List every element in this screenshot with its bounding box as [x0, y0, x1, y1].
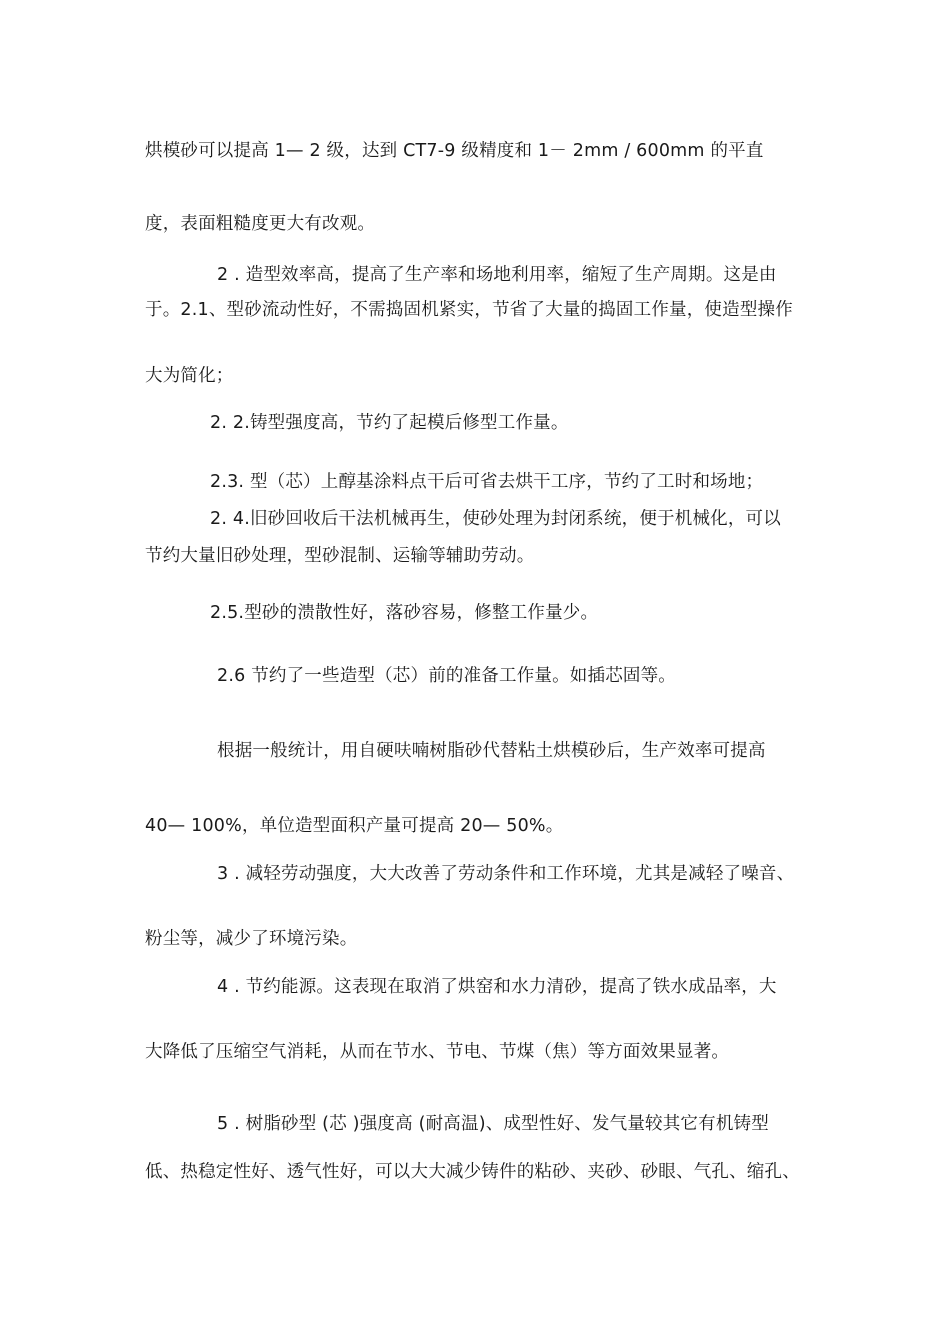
text-line: 度，表面粗糙度更大有改观。	[145, 214, 376, 234]
text-line: 3 . 减轻劳动强度，大大改善了劳动条件和工作环境，尤其是减轻了噪音、	[217, 864, 795, 884]
text-line: 2.6 节约了一些造型（芯）前的准备工作量。如插芯固等。	[217, 666, 676, 686]
text-line: 2.3. 型（芯）上醇基涂料点干后可省去烘干工序，节约了工时和场地；	[210, 472, 764, 492]
text-line: 4 . 节约能源。这表现在取消了烘窑和水力清砂，提高了铁水成品率，大	[217, 977, 777, 997]
text-line: 于。2.1、型砂流动性好，不需捣固机紧实，节省了大量的捣固工作量，使造型操作	[145, 300, 793, 320]
text-line: 节约大量旧砂处理，型砂混制、运输等辅助劳动。	[145, 546, 535, 566]
text-line: 粉尘等，减少了环境污染。	[145, 929, 358, 949]
text-line: 2. 2.铸型强度高，节约了起模后修型工作量。	[210, 413, 569, 433]
text-line: 大降低了压缩空气消耗，从而在节水、节电、节煤（焦）等方面效果显著。	[145, 1042, 730, 1062]
text-line: 根据一般统计，用自硬呋喃树脂砂代替粘土烘模砂后，生产效率可提高	[217, 741, 766, 761]
text-line: 2.5.型砂的溃散性好，落砂容易，修整工作量少。	[210, 603, 599, 623]
text-line: 5 . 树脂砂型 (芯 )强度高 (耐高温)、成型性好、发气量较其它有机铸型	[217, 1114, 769, 1134]
text-line: 2 . 造型效率高，提高了生产率和场地利用率，缩短了生产周期。这是由	[217, 265, 777, 285]
text-line: 大为简化；	[145, 366, 234, 386]
text-line: 40— 100%，单位造型面积产量可提高 20— 50%。	[145, 816, 564, 836]
text-line: 2. 4.旧砂回收后干法机械再生，使砂处理为封闭系统，便于机械化，可以	[210, 509, 781, 529]
text-line: 低、热稳定性好、透气性好，可以大大减少铸件的粘砂、夹砂、砂眼、气孔、缩孔、	[145, 1162, 800, 1182]
text-line: 烘模砂可以提高 1— 2 级，达到 CT7-9 级精度和 1－ 2mm / 600mm 的平直	[145, 141, 764, 161]
